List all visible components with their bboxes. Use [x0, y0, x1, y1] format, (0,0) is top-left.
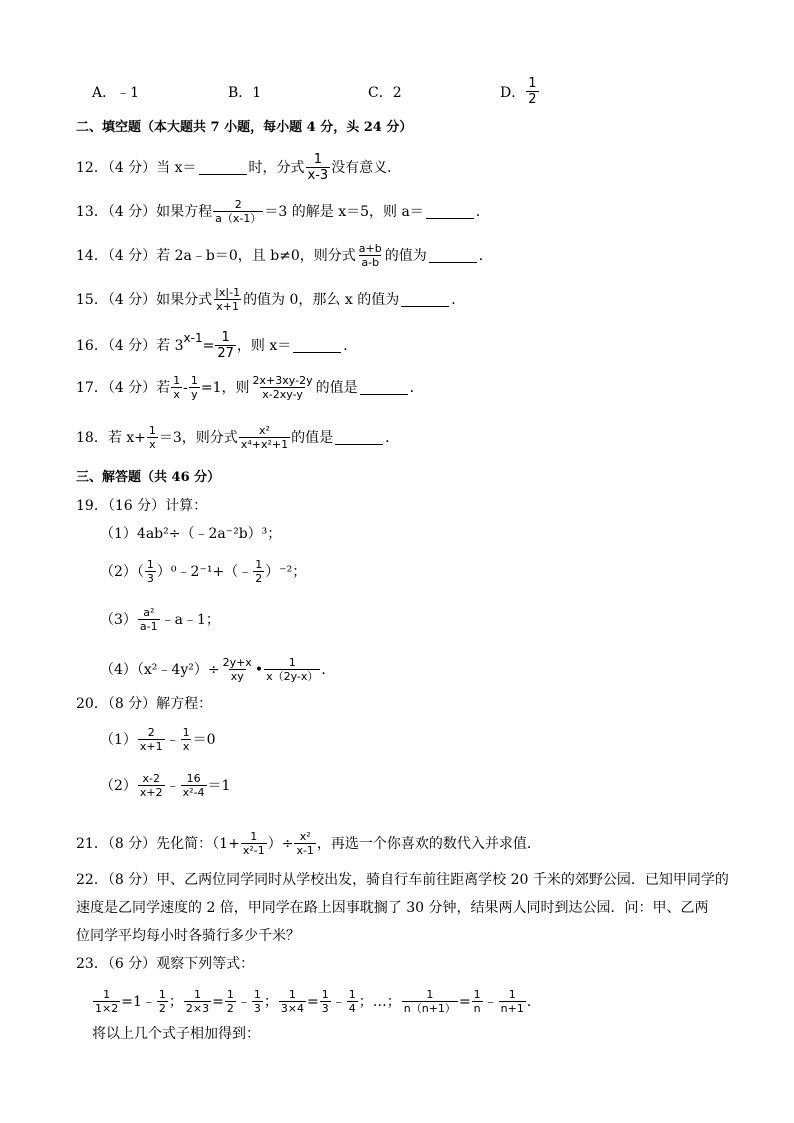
option-d: D． $\frac{1}{2}$ [500, 76, 537, 107]
option-b: B．1 [228, 85, 262, 101]
question-18: 18．若 x+ $\frac{1}{x}$ ＝3，则分式 $\frac{\text{x²}}{\text{x⁴+x²+1}}$ 的值是 ． [76, 424, 400, 451]
question-22-line-2: 速度是乙同学速度的 2 倍，甲同学在路上因事耽搁了 30 分钟，结果两人同时到达公园．问：甲、乙两 [76, 900, 709, 916]
question-16: 16．（4 分）若 3 $^{x-1}$ = $\frac{1}{27}$ ，则 x＝ ． [76, 330, 358, 361]
question-23-tail: 将以上几个式子相加得到： [92, 1026, 260, 1042]
question-15: 15．（4 分）如果分式 $\frac{|x|-1}{x+1}$ 的值为 0，那么 x 的值为 ． [76, 286, 466, 313]
question-19-part-2: （2）（ $\frac{1}{3}$ ）⁰﹣2⁻¹+（﹣ $\frac{1}{2}$ ）⁻²； [100, 558, 307, 585]
question-22-line-3: 位同学平均每小时各骑行多少千米？ [76, 928, 300, 944]
answer-blank [360, 380, 408, 395]
question-19-part-3: （3） $\frac{\text{a²}}{a-1}$ ﹣a﹣1； [100, 606, 220, 633]
question-13: 13．（4 分）如果方程 $\frac{2}{a(x-1)}$ ＝3 的解是 x＝5，则 a＝ ． [76, 198, 490, 225]
question-20-part-2: （2） $\frac{x-2}{x+2}$ ﹣ $\frac{16}{\text{x²-4}}$ ＝1 [100, 772, 231, 799]
question-20-part-1: （1） $\frac{2}{x+1}$ ﹣ $\frac{1}{x}$ ＝0 [100, 726, 216, 753]
question-12: 12．（4 分）当 x＝ 时，分式 $\frac{1}{x-3}$ 没有意义． [76, 152, 402, 183]
question-19-part-1: （1）4ab²÷（﹣2a⁻²b）³； [100, 526, 282, 542]
question-23-equations: $\frac{1}{1\times 2}$ =1﹣ $\frac{1}{2}$ ； $\frac{1}{2\times 3}$ = $\frac{1}{2}$ ﹣ $\frac{1}{3}$ ； $\frac{1}{3\times 4}$ = $\frac{1}{3}$ ﹣ $\frac{1}{4}$ ；…； $\frac{1}{n(n+1)}$ = $\frac{1}{n}$ ﹣ $\frac{1}{n+1}$ ． [95, 988, 541, 1015]
answer-blank [401, 292, 449, 307]
question-14: 14．（4 分）若 2a﹣b＝0，且 b≠0，则分式 $\frac{a+b}{a-b}$ 的值为 ． [76, 242, 493, 269]
answer-blank [199, 160, 247, 175]
question-23-head: 23．（6 分）观察下列等式： [76, 956, 255, 972]
answer-blank [426, 204, 474, 219]
section-3-title: 三、解答题（共 46 分） [76, 470, 221, 485]
section-2-title: 二、填空题（本大题共 7 小题，每小题 4 分，头 24 分） [76, 120, 413, 135]
question-19-head: 19．（16 分）计算： [76, 498, 208, 514]
question-20-head: 20．（8 分）解方程： [76, 696, 213, 712]
question-17: 17．（4 分）若 $\frac{1}{x}$ - $\frac{1}{y}$ =1，则 $\frac{2x+3xy-2y}{x-2xy-y}$ 的值是 ． [76, 374, 424, 401]
question-19-part-4: （4）（x²﹣4y²）÷ $\frac{2y+x}{xy}$ • $\frac{1}{x(2y-x)}$ ． [100, 656, 336, 683]
option-c: C．2 [368, 85, 402, 101]
option-a: A．﹣1 [92, 85, 140, 101]
answer-blank [293, 338, 341, 353]
question-21: 21．（8 分）先化简：（1+ $\frac{1}{\text{x²-1}}$ ）÷ $\frac{\text{x²}}{x-1}$ ，再选一个你喜欢的数代入并求值． [76, 830, 541, 857]
answer-blank [335, 430, 383, 445]
answer-blank [429, 248, 477, 263]
question-22-line-1: 22．（8 分）甲、乙两位同学同时从学校出发，骑自行车前往距离学校 20 千米的郊野公园．已知甲同学的 [76, 872, 729, 888]
